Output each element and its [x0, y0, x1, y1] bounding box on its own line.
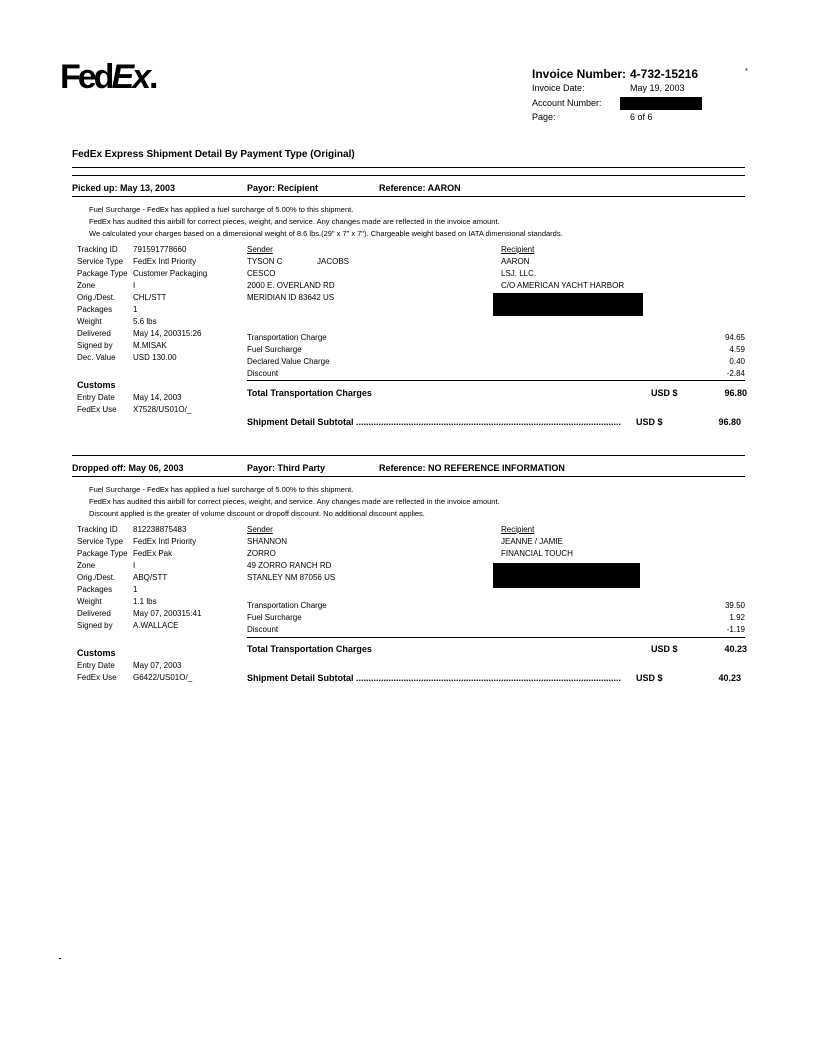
- customs-label: Entry Date: [77, 393, 115, 402]
- detail-value: May 07, 200315:41: [133, 609, 202, 618]
- recipient-heading: Recipient: [501, 525, 535, 534]
- detail-value: 1.1 lbs: [133, 597, 157, 606]
- detail-value: 1: [133, 305, 138, 314]
- recipient-address-redaction: [493, 293, 643, 316]
- recipient-line: FINANCIAL TOUCH: [501, 549, 573, 558]
- document-title: FedEx Express Shipment Detail By Payment Type (Original): [72, 149, 355, 160]
- charge-label: Transportation Charge: [247, 333, 327, 342]
- detail-value: I: [133, 561, 136, 570]
- customs-heading: Customs: [77, 380, 116, 390]
- title-rule: [72, 167, 745, 168]
- invoice-date: May 19, 2003: [630, 83, 685, 93]
- account-number-redaction: [620, 97, 702, 110]
- detail-label: Orig./Dest.: [77, 293, 116, 302]
- shipment-2-header-rule: [72, 476, 745, 477]
- detail-label: Delivered: [77, 329, 111, 338]
- sender-line: CESCO: [247, 269, 276, 278]
- charge-amount: -2.84: [726, 369, 745, 378]
- page-number: 6 of 6: [630, 112, 653, 122]
- charge-label: Fuel Surcharge: [247, 613, 302, 622]
- subtotal-amount: 96.80: [718, 417, 741, 427]
- charge-label: Transportation Charge: [247, 601, 327, 610]
- detail-label: Service Type: [77, 537, 124, 546]
- detail-label: Signed by: [77, 621, 113, 630]
- detail-label: Tracking ID: [77, 245, 118, 254]
- shipment-1-header-rule: [72, 196, 745, 197]
- charge-label: Declared Value Charge: [247, 357, 330, 366]
- detail-label: Tracking ID: [77, 525, 118, 534]
- sender-line: STANLEY NM 87056 US: [247, 573, 336, 582]
- recipient-line: JEANNE / JAMIE: [501, 537, 563, 546]
- corner-star: *: [745, 68, 748, 75]
- shipment-2-note: FedEx has audited this airbill for correct pieces, weight, and service. Any changes made are reflected in the invoice amount.: [89, 497, 500, 506]
- detail-label: Package Type: [77, 269, 128, 278]
- detail-label: Packages: [77, 585, 113, 594]
- sender-line: 2000 E. OVERLAND RD: [247, 281, 335, 290]
- total-label: Total Transportation Charges: [247, 388, 372, 398]
- recipient-line: AARON: [501, 257, 530, 266]
- total-currency: USD $: [651, 644, 678, 654]
- charge-amount: 39.50: [724, 601, 745, 610]
- sender-line: MERIDIAN ID 83642 US: [247, 293, 335, 302]
- sender-line: 49 ZORRO RANCH RD: [247, 561, 332, 570]
- invoice-number: 4-732-15216: [630, 67, 699, 81]
- sender-line: ZORRO: [247, 549, 276, 558]
- shipment-1-payor: Payor: Recipient: [247, 183, 319, 193]
- total-label: Total Transportation Charges: [247, 644, 372, 654]
- logo-fed: Fed: [60, 58, 112, 96]
- total-amount: 40.23: [724, 644, 747, 654]
- shipment-1-top-rule: [72, 175, 745, 176]
- customs-label: FedEx Use: [77, 405, 117, 414]
- detail-value: I: [133, 281, 136, 290]
- charge-amount: 94.65: [724, 333, 745, 342]
- total-amount: 96.80: [724, 388, 747, 398]
- shipment-2-note: Fuel Surcharge - FedEx has applied a fuel surcharge of 5.00% to this shipment.: [89, 485, 354, 494]
- sender-heading: Sender: [247, 245, 273, 254]
- detail-value: USD 130.00: [133, 353, 177, 362]
- shipment-2-payor: Payor: Third Party: [247, 463, 326, 473]
- detail-value: 1: [133, 585, 138, 594]
- account-number-label: Account Number:: [532, 98, 602, 108]
- detail-label: Weight: [77, 317, 102, 326]
- detail-label: Package Type: [77, 549, 128, 558]
- recipient-line: LSJ. LLC.: [501, 269, 537, 278]
- customs-value: X7528/US01O/_: [133, 405, 192, 414]
- invoice-date-label: Invoice Date:: [532, 83, 585, 93]
- detail-label: Delivered: [77, 609, 111, 618]
- charges-rule: [247, 380, 745, 381]
- detail-label: Dec. Value: [77, 353, 116, 362]
- sender-last: JACOBS: [317, 257, 350, 266]
- shipment-1-note: Fuel Surcharge - FedEx has applied a fuel surcharge of 5.00% to this shipment.: [89, 205, 354, 214]
- page-label: Page:: [532, 112, 556, 122]
- detail-label: Weight: [77, 597, 102, 606]
- detail-value: Customer Packaging: [133, 269, 208, 278]
- logo-ex: Ex: [111, 58, 150, 96]
- fedex-logo: [60, 58, 156, 97]
- sender-first: TYSON C: [247, 257, 283, 266]
- customs-label: FedEx Use: [77, 673, 117, 682]
- detail-value: ABQ/STT: [133, 573, 168, 582]
- detail-label: Zone: [77, 281, 96, 290]
- shipment-1-pickup: Picked up: May 13, 2003: [72, 183, 176, 193]
- detail-value: 5.6 lbs: [133, 317, 157, 326]
- detail-value: M.MISAK: [133, 341, 167, 350]
- charge-amount: 1.92: [729, 613, 745, 622]
- shipment-1-reference: Reference: AARON: [379, 183, 461, 193]
- charge-label: Discount: [247, 369, 279, 378]
- recipient-address-redaction: [493, 563, 640, 588]
- recipient-line: C/O AMERICAN YACHT HARBOR: [501, 281, 625, 290]
- page-mark: [59, 958, 61, 959]
- invoice-number-label: Invoice Number:: [532, 67, 627, 81]
- total-currency: USD $: [651, 388, 678, 398]
- customs-label: Entry Date: [77, 661, 115, 670]
- subtotal-currency: USD $: [636, 417, 663, 427]
- detail-label: Orig./Dest.: [77, 573, 116, 582]
- subtotal-label: Shipment Detail Subtotal ..........................................................................................................: [247, 673, 622, 683]
- logo-dot: .: [149, 58, 156, 96]
- subtotal-label: Shipment Detail Subtotal ..........................................................................................................: [247, 417, 622, 427]
- detail-value: 791591778660: [133, 245, 187, 254]
- detail-label: Signed by: [77, 341, 113, 350]
- detail-value: FedEx Pak: [133, 549, 173, 558]
- customs-value: May 07, 2003: [133, 661, 182, 670]
- shipment-1-note: FedEx has audited this airbill for correct pieces, weight, and service. Any changes made are reflected in the invoice amount.: [89, 217, 500, 226]
- detail-value: FedEx Intl Priority: [133, 257, 197, 266]
- charge-amount: 0.40: [729, 357, 745, 366]
- detail-value: 812238875483: [133, 525, 187, 534]
- subtotal-currency: USD $: [636, 673, 663, 683]
- customs-value: G6422/US01O/_: [133, 673, 193, 682]
- customs-value: May 14, 2003: [133, 393, 182, 402]
- customs-heading: Customs: [77, 648, 116, 658]
- detail-value: A.WALLACE: [133, 621, 179, 630]
- detail-value: CHL/STT: [133, 293, 167, 302]
- shipment-1-note: We calculated your charges based on a dimensional weight of 8.6 lbs.(29" x 7" x 7"). Chargeable weight based on IATA dimensional standards.: [89, 229, 563, 238]
- charge-amount: -1.19: [726, 625, 745, 634]
- shipment-2-pickup: Dropped off: May 06, 2003: [72, 463, 184, 473]
- detail-label: Zone: [77, 561, 96, 570]
- sender-heading: Sender: [247, 525, 273, 534]
- charge-label: Discount: [247, 625, 279, 634]
- detail-value: May 14, 200315:26: [133, 329, 202, 338]
- charges-rule: [247, 637, 745, 638]
- shipment-2-reference: Reference: NO REFERENCE INFORMATION: [379, 463, 565, 473]
- shipment-2-note: Discount applied is the greater of volume discount or dropoff discount. No additional discount applies.: [89, 509, 425, 518]
- charge-label: Fuel Surcharge: [247, 345, 302, 354]
- charge-amount: 4.59: [729, 345, 745, 354]
- detail-label: Service Type: [77, 257, 124, 266]
- detail-label: Packages: [77, 305, 113, 314]
- recipient-heading: Recipient: [501, 245, 535, 254]
- detail-value: FedEx Intl Priority: [133, 537, 197, 546]
- subtotal-amount: 40.23: [718, 673, 741, 683]
- shipment-2-top-rule: [72, 455, 745, 456]
- sender-line: SHANNON: [247, 537, 288, 546]
